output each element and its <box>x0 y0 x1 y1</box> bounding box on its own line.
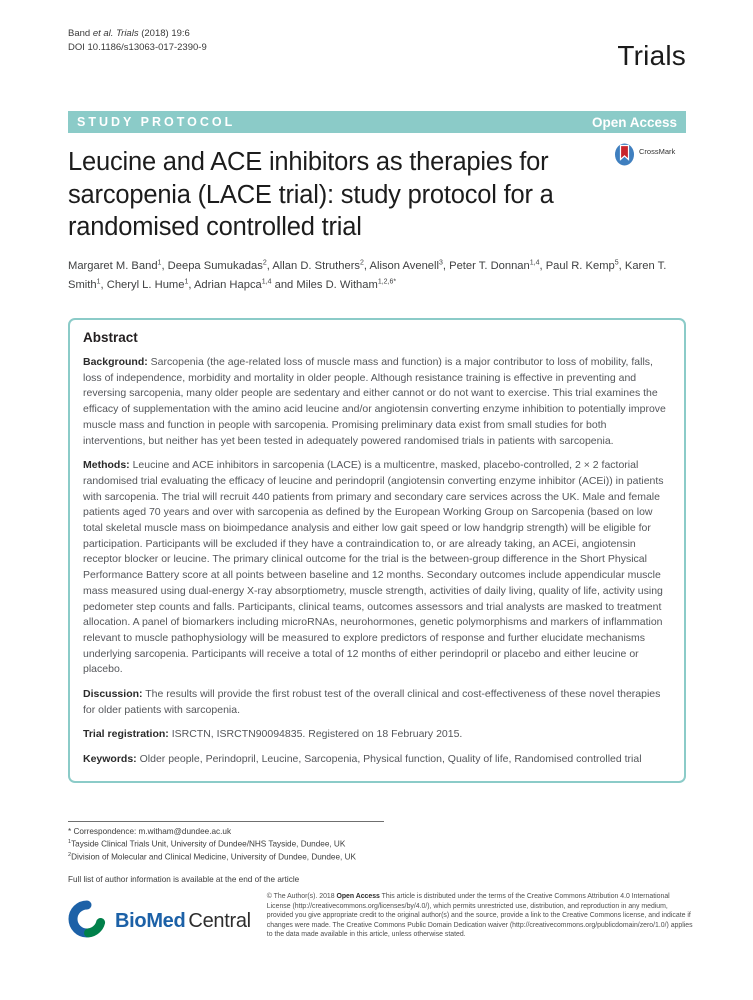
section-text: The results will provide the first robust test of the overall clinical and cost-effectiveness of these novel therapies for older patients with sarcopenia. <box>83 688 661 716</box>
citation-line <box>68 27 207 41</box>
biomed-central-ring-icon <box>66 898 108 945</box>
abstract-discussion <box>83 687 671 718</box>
abstract-box <box>68 318 686 783</box>
abstract-methods <box>83 458 671 678</box>
publisher-footer <box>66 892 693 945</box>
article-type-banner <box>68 111 686 133</box>
abstract-trial-registration <box>83 727 671 743</box>
license-text: © The Author(s). 2018 Open Access This article is distributed under the terms of the Creative Commons Attribution 4.0 International License (http://creativecommons.org/licenses/by/4.0/), which permits unrestricted use, distribution, and reproduction in any medium, provided you give appropriate credit to the original author(s) and the source, provide a link to the Creative Commons license, and indicate if changes were made. The Creative Commons Public Domain Dedication waiver (http://creativecommons.org/publicdomain/zero/1.0/) applies to the data made available in this article, unless otherwise stated. <box>266 893 693 939</box>
section-label: Background: <box>83 356 148 368</box>
citation-issue: (2018) 19:6 <box>138 28 190 39</box>
crossmark-icon <box>614 142 635 172</box>
author-list <box>68 255 676 293</box>
section-text: ISRCTN, ISRCTN90094835. Registered on 18 February 2015. <box>168 728 463 741</box>
crossmark-label: CrossMark <box>639 147 676 156</box>
correspondence-line: * Correspondence: m.witham@dundee.ac.uk <box>68 827 232 836</box>
section-label: Trial registration: <box>83 728 169 741</box>
citation-journal: et al. Trials <box>92 28 139 39</box>
section-label: Keywords: <box>83 753 137 766</box>
author: , Deepa Sumukadas$^2$ <box>161 259 267 272</box>
author: , Karen T. Smith$^1$ <box>68 259 667 291</box>
page-header <box>68 27 686 72</box>
author: , Cheryl L. Hume$^1$ <box>100 278 189 291</box>
affiliation-line: $^1$Tayside Clinical Trials Unit, University of Dundee/NHS Tayside, Dundee, UK <box>68 839 346 850</box>
abstract-background <box>83 355 671 449</box>
journal-logotype: Trials <box>617 40 686 71</box>
section-text: Leucine and ACE inhibitors in sarcopenia (LACE) is a multicentre, masked, placebo-controlled, 2 × 2 factorial randomised trial evaluating the efficacy of leucine and perindopril (angiotensin converting enzyme inhibitor (ACEi)) in patients with sarcopenia. The trial will recruit 440 patients from primary and secondary care services across the UK. Male and female patients aged 70 years and over with sarcopenia as defined by the European Working Group on Sarcopenia (based on low total skeletal muscle mass on bioimpedance analysis and either low gait speed or low handgrip strength) will be eligible for participation. Participants will be excluded if they have a contraindication to, or are already taking, an ACEi, angiotensin receptor blocker or leucine. The primary clinical outcome for the trial is the between-group difference in the Short Physical Performance Battery score at all points between baseline and 12 months. Secondary outcomes include appendicular muscle mass measured using dual-energy X-ray absorptiometry, muscle strength, activities of daily living, quality of life, activity using pedometer step counts and falls. Participants, clinical teams, outcomes assessors and trial analysts are masked to treatment allocation. A panel of biomarkers including microRNAs, neurohormones, genetic polymorphisms and markers of inflammation relevant to muscle pathophysiology will be measured to explore predictors of response and further elucidate mechanisms underlying sarcopenia. Participants will receive a total of 12 months of either perindopril or placebo and either leucine or placebo. <box>83 459 664 676</box>
section-label: Methods: <box>83 459 130 472</box>
open-access-label: Open Access <box>591 114 677 130</box>
biomed-central-logo <box>66 898 251 945</box>
citation-block <box>68 27 207 54</box>
affiliation-line: $^2$Division of Molecular and Clinical Medicine, University of Dundee, Dundee, UK <box>68 852 356 863</box>
doi-line: DOI 10.1186/s13063-017-2390-9 <box>68 41 207 53</box>
crossmark-badge[interactable] <box>614 142 675 172</box>
section-text: Sarcopenia (the age-related loss of muscle mass and function) is a major contributor to loss of mobility, falls, loss of independence, morbidity and mortality in older people. Although resistance training is effective in preventing and reversing sarcopenia, many older people are sedentary and either cannot or do not want to exercise. This trial examines the efficacy of supplementation with the amino acid leucine and/or angiotensin converting enzyme inhibition to potentially improve muscle mass and function in people with sarcopenia. Promising preliminary data exist from small studies for both interventions, but neither has yet been tested in adequately powered randomised trials in patients with sarcopenia. <box>83 356 666 447</box>
author-info-note: Full list of author information is available at the end of the article <box>68 875 300 885</box>
author: , Adrian Hapca$^{1,4}$ <box>188 278 272 291</box>
author: , Peter T. Donnan$^{1,4}$ <box>442 259 540 272</box>
author: , Paul R. Kemp$^5$ <box>539 259 619 272</box>
section-label: Discussion: <box>83 688 143 701</box>
article-type-label: STUDY PROTOCOL <box>77 115 236 129</box>
author: Margaret M. Band$^1$ <box>68 259 162 272</box>
article-title: Leucine and ACE inhibitors as therapies for sarcopenia (LACE trial): study protocol for a randomised controlled trial <box>68 148 554 241</box>
section-text: Older people, Perindopril, Leucine, Sarcopenia, Physical function, Quality of life, Randomised controlled trial <box>136 753 642 766</box>
citation-authors: Band <box>68 28 93 39</box>
abstract-keywords <box>83 752 671 768</box>
author: , Allan D. Struthers$^2$ <box>266 259 364 272</box>
biomed-central-wordmark: BioMed Central <box>115 910 251 932</box>
abstract-heading: Abstract <box>83 330 138 345</box>
author: , Alison Avenell$^3$ <box>363 259 443 272</box>
author: and Miles D. Witham$^{1,2,6*}$ <box>271 278 397 291</box>
footnote-block <box>68 821 384 886</box>
